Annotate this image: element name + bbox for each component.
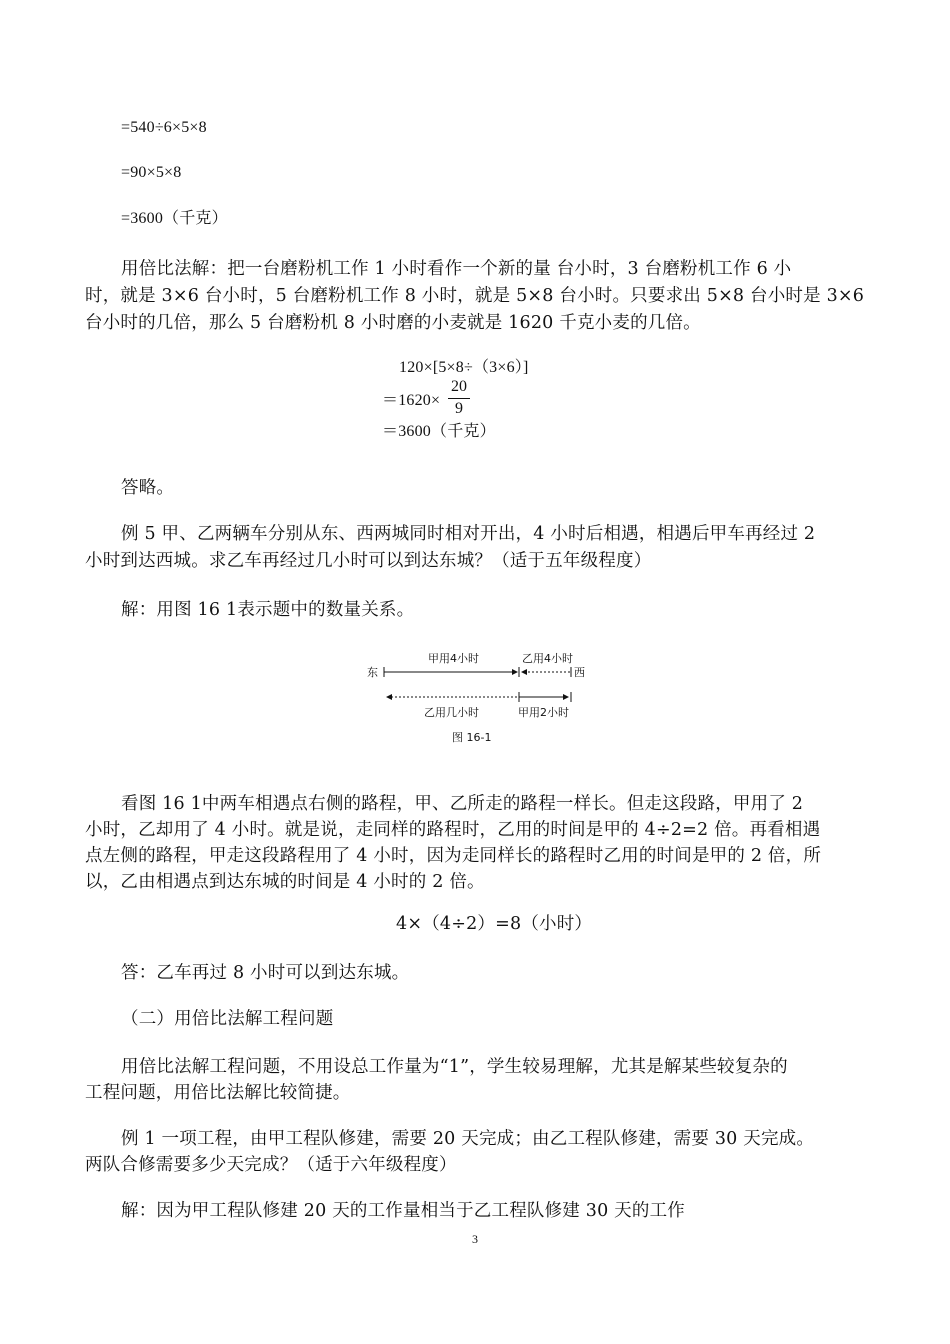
example-5-line-1: 例 5 甲、乙两辆车分别从东、西两城同时相对开出，4 小时后相遇，相遇后甲车再经过 2 bbox=[121, 524, 816, 544]
label-yi-4h: 乙用4小时 bbox=[522, 652, 573, 665]
label-yi-unknown: 乙用几小时 bbox=[424, 706, 479, 719]
fraction-denominator: 9 bbox=[455, 400, 463, 417]
paragraph-line: 时，就是 3×6 台小时，5 台磨粉机工作 8 小时，就是 5×8 台小时。只要求出 5×8 台小时是 3×6 bbox=[85, 286, 865, 306]
fraction-numerator: 20 bbox=[451, 378, 467, 395]
formula-line-1: 120×[5×8÷（3×6）] bbox=[399, 359, 529, 376]
label-jia-2h: 甲用2小时 bbox=[518, 706, 569, 719]
answer-line: 答：乙车再过 8 小时可以到达东城。 bbox=[121, 963, 410, 983]
formula-line-2: ＝1620× bbox=[382, 392, 441, 409]
figure-caption: 图 16-1 bbox=[452, 731, 492, 744]
paragraph-line: 台小时的几倍，那么 5 台磨粉机 8 小时磨的小麦就是 1620 千克小麦的几倍。 bbox=[85, 313, 701, 333]
calc-line-3: =3600（千克） bbox=[121, 210, 228, 227]
paragraph-line: 用倍比法解工程问题，不用设总工作量为“1”，学生较易理解，尤其是解某些较复杂的 bbox=[121, 1057, 788, 1077]
example-1-line-1: 例 1 一项工程，由甲工程队修建，需要 20 天完成；由乙工程队修建，需要 30 天完成。 bbox=[121, 1129, 815, 1149]
solution-line: 解：因为甲工程队修建 20 天的工作量相当于乙工程队修建 30 天的工作 bbox=[121, 1201, 685, 1221]
calc-line-2: =90×5×8 bbox=[121, 164, 182, 181]
page-number: 3 bbox=[472, 1232, 478, 1246]
label-jia-4h: 甲用4小时 bbox=[428, 652, 479, 665]
label-east: 东 bbox=[367, 666, 378, 679]
answer-line: 答略。 bbox=[121, 478, 175, 498]
example-5-line-2: 小时到达西城。求乙车再经过几小时可以到达东城？（适于五年级程度） bbox=[85, 551, 652, 571]
section-heading: （二）用倍比法解工程问题 bbox=[121, 1009, 334, 1029]
example-1-line-2: 两队合修需要多少天完成？（适于六年级程度） bbox=[85, 1155, 457, 1175]
equation-line: 4×（4÷2）=8（小时） bbox=[396, 914, 593, 934]
paragraph-line: 用倍比法解：把一台磨粉机工作 1 小时看作一个新的量 台小时，3 台磨粉机工作 6 小 bbox=[121, 259, 792, 279]
calc-line-1: =540÷6×5×8 bbox=[121, 119, 207, 136]
paragraph-line: 点左侧的路程，甲走这段路程用了 4 小时，因为走同样长的路程时乙用的时间是甲的 2 倍，所 bbox=[85, 846, 822, 866]
figure-16-1-diagram bbox=[362, 648, 602, 748]
fraction-bar bbox=[448, 398, 470, 399]
formula-line-3: ＝3600（千克） bbox=[382, 423, 496, 440]
paragraph-line: 看图 16 1中两车相遇点右侧的路程，甲、乙所走的路程一样长。但走这段路，甲用了 2 bbox=[121, 794, 804, 814]
solution-line: 解：用图 16 1表示题中的数量关系。 bbox=[121, 600, 415, 620]
paragraph-line: 以，乙由相遇点到达东城的时间是 4 小时的 2 倍。 bbox=[85, 872, 485, 892]
paragraph-line: 工程问题，用倍比法解比较简捷。 bbox=[85, 1083, 351, 1103]
label-west: 西 bbox=[574, 666, 585, 679]
paragraph-line: 小时，乙却用了 4 小时。就是说，走同样的路程时，乙用的时间是甲的 4÷2=2 倍。再看相遇 bbox=[85, 820, 821, 840]
